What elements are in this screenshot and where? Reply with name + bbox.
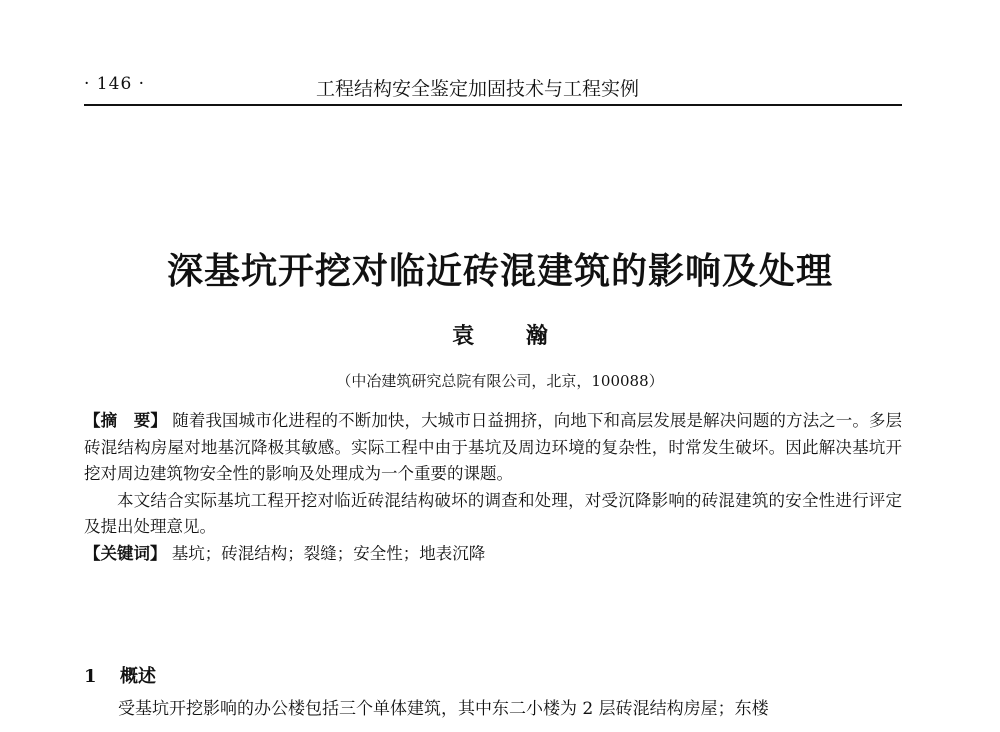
- article-title: 深基坑开挖对临近砖混建筑的影响及处理: [166, 250, 833, 292]
- book-title: 工程结构安全鉴定加固技术与工程实例: [316, 78, 640, 100]
- header-rule: [84, 104, 902, 106]
- abstract-paragraph-2: 本文结合实际基坑工程开挖对临近砖混结构破坏的调查和处理，对受沉降影响的砖混建筑的安全性进行评定及提出处理意见。: [84, 490, 902, 536]
- abstract-text-1: 随着我国城市化进程的不断加快，大城市日益拥挤，向地下和高层发展是解决问题的方法之一。多层砖混结构房屋对地基沉降极其敏感。实际工程中由于基坑及周边环境的复杂性，时常发生破坏。因此解决基坑开挖对周边建筑物安全性的影响及处理成为一个重要的课题。: [84, 411, 903, 483]
- abstract-block: [84, 408, 902, 567]
- section-heading: [84, 662, 156, 688]
- page-number: · 146 ·: [84, 74, 146, 94]
- author: 袁 瀚: [452, 323, 570, 349]
- keywords-text: 基坑；砖混结构；裂缝；安全性；地表沉降: [171, 543, 486, 563]
- affiliation: （中冶建筑研究总院有限公司，北京，100088）: [336, 372, 664, 390]
- section-number: 1: [84, 666, 97, 687]
- running-header: [84, 74, 902, 106]
- keywords-label: 【关键词】: [84, 543, 167, 563]
- body-paragraph: 受基坑开挖影响的办公楼包括三个单体建筑，其中东二小楼为 2 层砖混结构房屋；东楼: [118, 699, 769, 719]
- abstract-paragraph-1: [84, 408, 902, 488]
- section-title: 概述: [120, 666, 156, 687]
- abstract-label: 【摘 要】: [84, 411, 167, 430]
- keywords-line: [84, 541, 902, 568]
